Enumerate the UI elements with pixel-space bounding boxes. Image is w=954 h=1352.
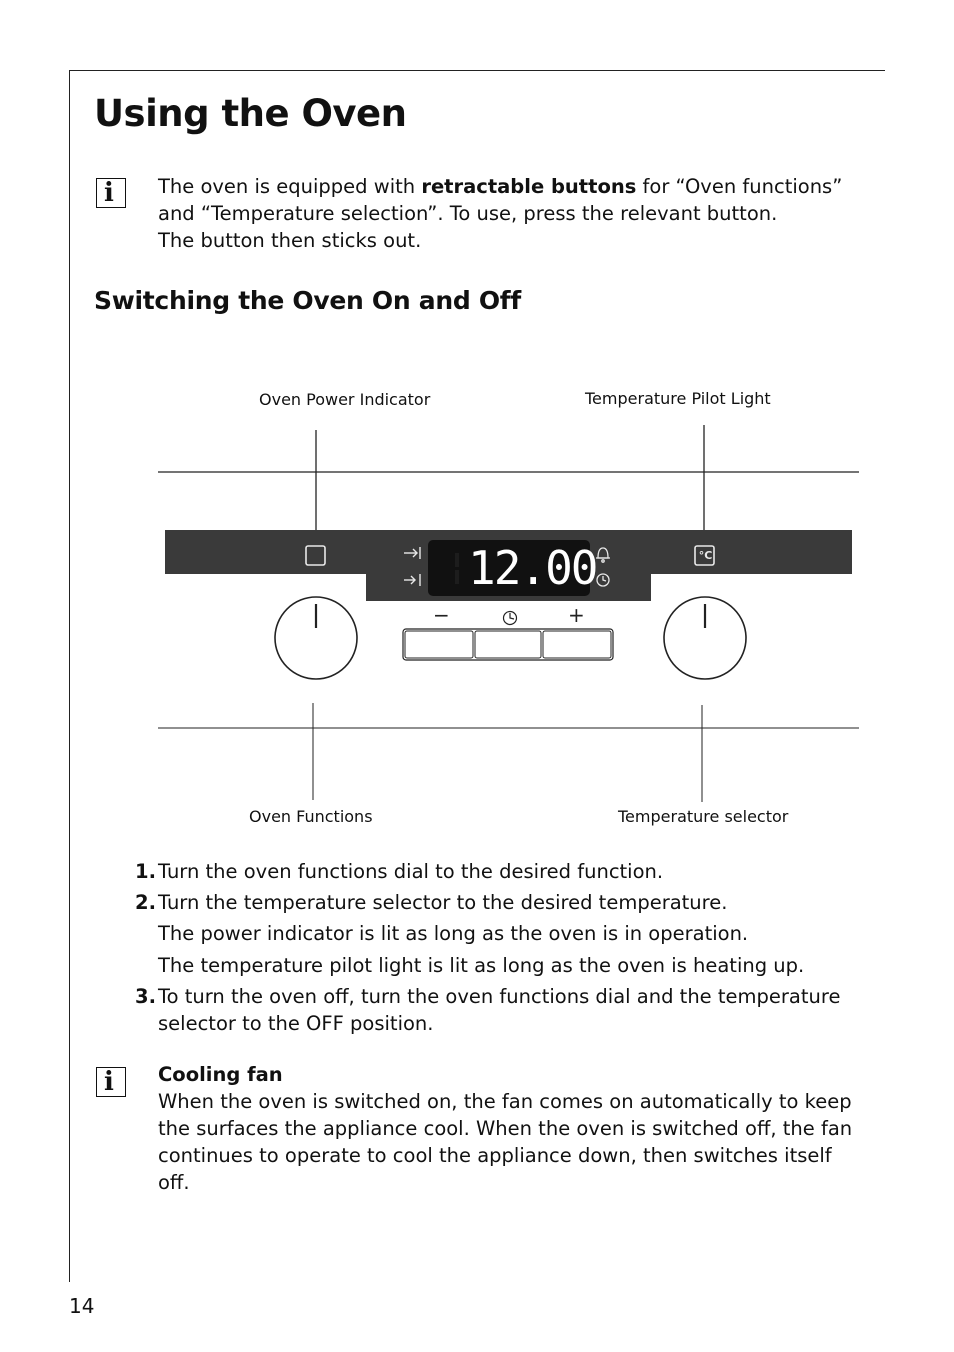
step-2-pilot-note: The temperature pilot light is lit as long as the oven is heating up. (158, 954, 805, 977)
step-3-number: 3. (135, 985, 156, 1008)
intro-line-3: The button then sticks out. (158, 229, 422, 252)
page-title: Using the Oven (94, 92, 407, 135)
clock-symbol-icon (504, 612, 517, 625)
intro-text-after: for “Oven functions” (636, 175, 843, 198)
cooling-fan-title: Cooling fan (158, 1063, 283, 1086)
step-1-number: 1. (135, 860, 156, 883)
step-2-text: Turn the temperature selector to the desired temperature. (158, 891, 728, 914)
label-temperature-selector: Temperature selector (618, 807, 789, 826)
step-2-power-note: The power indicator is lit as long as the oven is in operation. (158, 922, 749, 945)
info-icon: i (96, 1067, 126, 1097)
step-3-text: To turn the oven off, turn the oven functions dial and the temperature (158, 985, 841, 1008)
plus-symbol: + (568, 603, 585, 627)
cooling-line-2: the surfaces the appliance cool. When the oven is switched off, the fan (158, 1117, 853, 1140)
minus-button (405, 631, 473, 658)
step-3-text-line2: selector to the OFF position. (158, 1012, 434, 1035)
minus-symbol: − (433, 603, 450, 627)
cooling-line-1: When the oven is switched on, the fan comes on automatically to keep (158, 1090, 852, 1113)
section-title: Switching the Oven On and Off (94, 286, 521, 315)
plus-button (543, 631, 611, 658)
cooling-line-4: off. (158, 1171, 190, 1194)
intro-text: The oven is equipped with (158, 175, 422, 198)
label-temperature-pilot-light: Temperature Pilot Light (585, 389, 771, 408)
celsius-icon: °C (698, 549, 713, 562)
info-icon: i (96, 178, 126, 208)
page-number: 14 (69, 1294, 95, 1318)
label-oven-power-indicator: Oven Power Indicator (259, 390, 431, 409)
display-time: 12.00 (468, 541, 597, 595)
cooling-line-3: continues to operate to cool the appliance down, then switches itself (158, 1144, 832, 1167)
step-2-number: 2. (135, 891, 156, 914)
cooling-fan-note (158, 1061, 878, 1196)
clock-button (475, 631, 541, 658)
label-oven-functions: Oven Functions (249, 807, 373, 826)
intro-bold-text: retractable buttons (421, 175, 637, 198)
intro-line-2: and “Temperature selection”. To use, press the relevant button. (158, 202, 778, 225)
step-1-text: Turn the oven functions dial to the desired function. (158, 860, 664, 883)
